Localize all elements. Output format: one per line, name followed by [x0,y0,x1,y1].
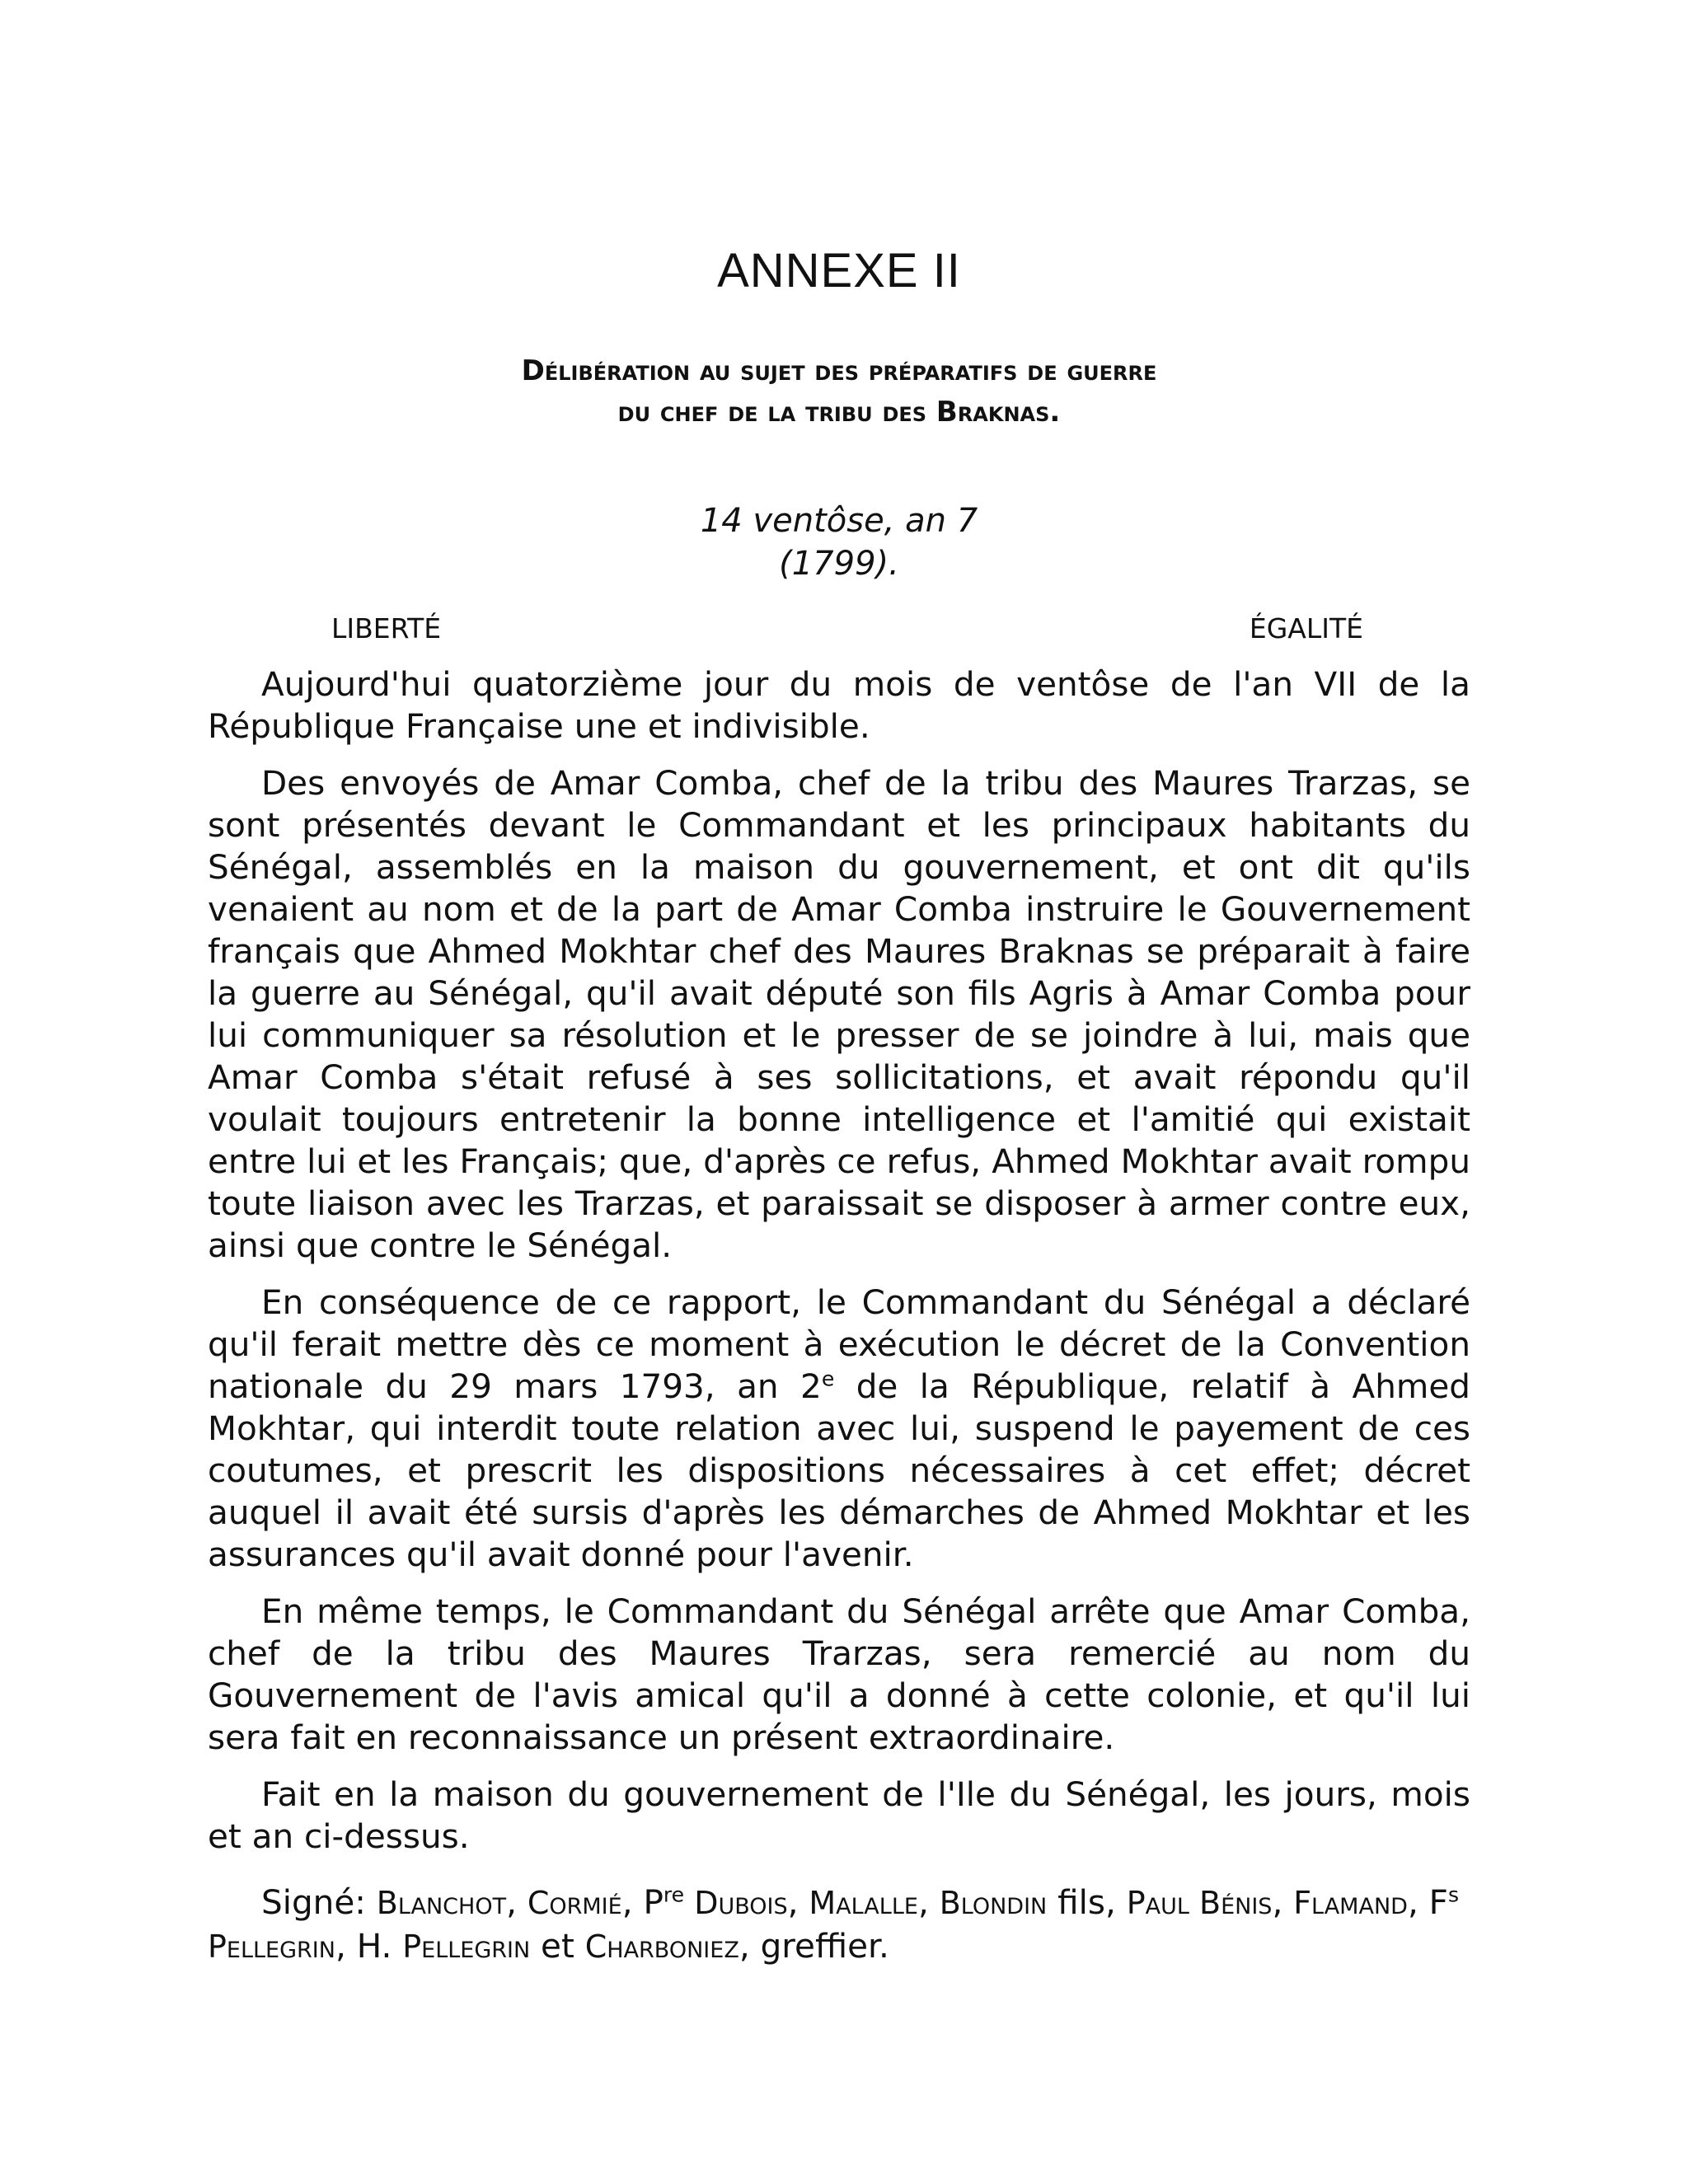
signature-separator: , H. [335,1926,403,1966]
motto-liberte: LIBERTÉ [331,612,442,644]
signature-separator: , [506,1882,528,1922]
signature-suffix: , greffier. [738,1926,889,1966]
signature-separator: , [1272,1882,1294,1922]
signatory-name: Pellegrin [402,1929,531,1965]
signatory-name: Paul Bénis [1126,1885,1273,1921]
signature-separator: , [917,1882,940,1922]
paragraph-5: Fait en la maison du gouvernement de l'Ile du Sénégal, les jours, mois et an ci-dessus. [208,1774,1470,1856]
subtitle-line-1: Délibération au sujet des préparatifs de guerre [521,354,1157,387]
paragraph-3-part-1: En conséquence de ce rapport, le Commandant du Sénégal a déclaré qu'il ferait mettre dès ce moment à exécution le décret de la Convention nationale du 29 mars 1793, an 2 [208,1282,1470,1406]
signatory-name: Malalle [809,1885,918,1921]
signatory-name: Blanchot [376,1885,507,1921]
signature-block [208,1881,1470,1968]
paragraph-4: En même temps, le Commandant du Sénégal arrête que Amar Comba, chef de la tribu des Maures Trarzas, sera remercié au nom du Gouvernement de l'avis amical qu'il a donné à cette colonie, et qu'il lui sera fait en reconnaissance un présent extraordinaire. [208,1591,1470,1757]
motto-egalite: ÉGALITÉ [1249,612,1363,644]
signature-separator: et [530,1926,585,1966]
paragraph-1: Aujourd'hui quatorzième jour du mois de ventôse de l'an VII de la République Française une et indivisible. [208,664,1470,746]
document-date [208,499,1470,585]
paragraph-3-part-2: de la République, relatif à Ahmed Mokhtar, qui interdit toute relation avec lui, suspend le payement de ces coutumes, et prescrit les dispositions nécessaires à cet effet; décret auquel il avait été sursis d'après les démarches de Ahmed Mokhtar et les assurances qu'il avait donné pour l'avenir. [208,1366,1470,1574]
subtitle-line-2: du chef de la tribu des Braknas. [617,396,1061,429]
signatory-name: Pellegrin [208,1929,335,1965]
document-page [208,0,1470,2184]
paragraph-3 [208,1282,1470,1576]
signature-separator: , F [1407,1882,1448,1922]
date-line-1: 14 ventôse, an 7 [700,502,978,540]
signature-superscript: re [663,1882,685,1907]
signature-superscript: s [1447,1882,1460,1907]
date-line-2: (1799). [779,545,899,583]
signatory-name: Flamand [1293,1885,1408,1921]
signatory-name: Dubois [684,1885,788,1921]
document-body [208,663,1470,1872]
signature-separator: , [787,1882,809,1922]
signatory-name: Cormié [527,1885,622,1921]
paragraph-2: Des envoyés de Amar Comba, chef de la tribu des Maures Trarzas, se sont présentés devant le Commandant et les principaux habitants du Sénégal, assemblés en la maison du gouvernement, et ont dit qu'ils venaient au nom et de la part de Amar Comba instruire le Gouvernement français que Ahmed Mokhtar chef des Maures Braknas se préparait à faire la guerre au Sénégal, qu'il avait député son fils Agris à Amar Comba pour lui communiquer sa résolution et le presser de se joindre à lui, mais que Amar Comba s'était refusé à ses sollicitations, et avait répondu qu'il voulait toujours entretenir la bonne intelligence et l'amitié qui existait entre lui et les Français; que, d'après ce refus, Ahmed Mokhtar avait rompu toute liaison avec les Trarzas, et paraissait se disposer à armer contre eux, ainsi que contre le Sénégal. [208,763,1470,1265]
signature-separator: fils, [1047,1882,1127,1922]
signature-prefix: Signé: [261,1882,377,1922]
page-title: ANNEXE II [717,244,961,298]
signatory-name: Charboniez [584,1929,739,1965]
signature-separator: , P [621,1882,663,1922]
document-subtitle [208,350,1470,433]
signatory-name: Blondin [939,1885,1048,1921]
ordinal-superscript: e [821,1366,835,1391]
